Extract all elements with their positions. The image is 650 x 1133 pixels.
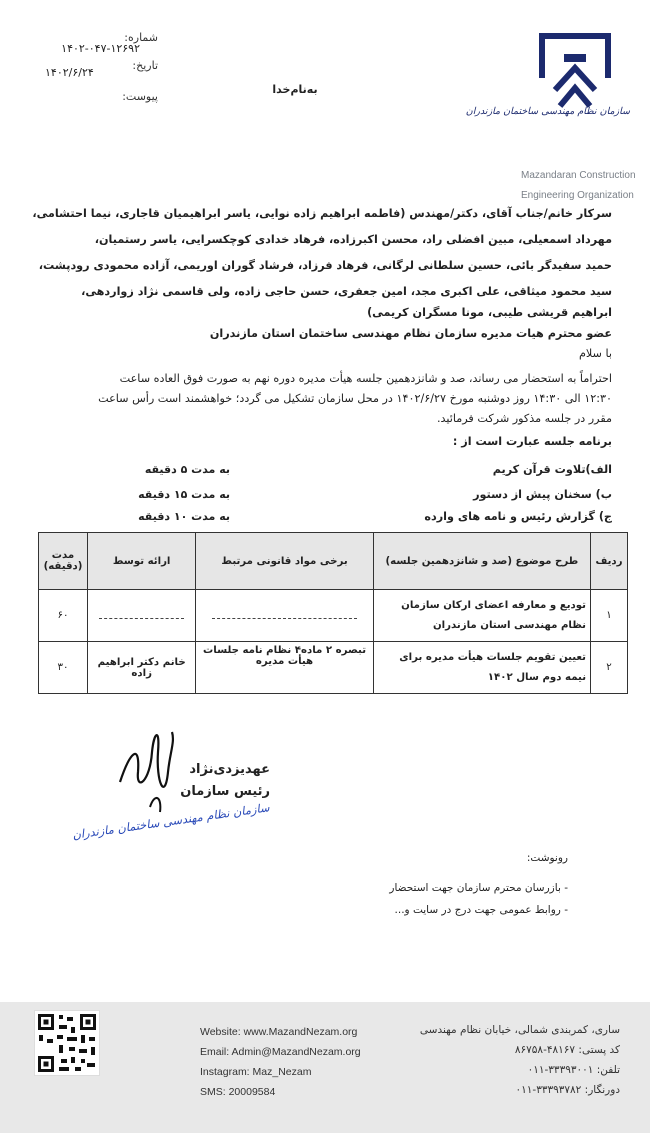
table-row	[39, 590, 628, 642]
table-header-row	[39, 533, 628, 590]
footer-phone: تلفن: ۳۳۳۹۳۰۰۱-۰۱۱	[527, 1064, 620, 1076]
footer-address: ساری، کمربندی شمالی، خیابان نظام مهندسی	[419, 1024, 620, 1036]
footer-sms: SMS: 20009584	[200, 1086, 276, 1098]
footer-website: Website: www.MazandNezam.org	[200, 1026, 358, 1038]
footer	[0, 1002, 650, 1133]
footer-email: Email: Admin@MazandNezam.org	[200, 1046, 361, 1058]
program-duration-1: به مدت ۵ دقیقه	[144, 463, 230, 476]
program-duration-3: به مدت ۱۰ دقیقه	[138, 510, 230, 523]
row-laws-empty	[196, 590, 373, 642]
header-laws: برخی مواد قانونی مرتبط	[196, 533, 373, 590]
row-number: ۲	[591, 642, 628, 694]
footer-fax: دورنگار: ۳۳۳۹۳۷۸۲-۰۱۱	[515, 1084, 620, 1096]
row-duration: ۶۰	[39, 590, 88, 642]
attachment-label: پیوست:	[122, 90, 158, 103]
logo-persian-name: سازمان نظام مهندسی ساختمان مازندران	[465, 106, 630, 117]
agenda-table	[38, 532, 628, 694]
row-presenter-empty	[88, 590, 196, 642]
header-presenter: ارائه توسط	[88, 533, 196, 590]
program-item-3: ج) گزارش رئیس و نامه های وارده	[424, 510, 612, 523]
qr-code-icon	[34, 1010, 100, 1076]
header-topic: طرح موضوع (صد و شانزدهمین جلسه)	[373, 533, 590, 590]
recipients-line-4: سید محمود میثاقی، علی اکبری مجد، امین جعفری، حسن حاجی زاده، ولی قاسمی نژاد زواردهی،	[81, 285, 612, 298]
table-row	[39, 642, 628, 694]
row-topic: تعیین تقویم جلسات هیأت مدیره برای نیمه دوم سال ۱۴۰۲	[373, 642, 590, 694]
row-presenter: خانم دکتر ابراهیم زاده	[88, 642, 196, 694]
recipients-line-1: سرکار خانم/جناب آقای، دکتر/مهندس (فاطمه ابراهیم زاده نوایی، یاسر ابراهیمیان قاجاری، نیما احتشامی،	[32, 207, 612, 220]
greeting: با سلام	[578, 347, 612, 360]
date-label: تاریخ:	[132, 59, 158, 72]
header-duration: مدت (دقیقه)	[39, 533, 88, 590]
signatory-title: رئیس سازمان	[180, 784, 270, 799]
logo-emblem	[520, 28, 630, 118]
program-item-1: الف)تلاوت قرآن کریم	[492, 463, 612, 476]
body-line-3: مقرر در جلسه مذکور شرکت فرمائید.	[436, 412, 612, 425]
cc-heading: رونوشت:	[526, 852, 568, 864]
number-value: ۱۴۰۲-۰۴۷-۱۲۶۹۲	[61, 42, 140, 55]
body-line-2: ۱۲:۳۰ الی ۱۴:۳۰ روز دوشنبه مورخ ۱۴۰۲/۶/۲۷ در محل سازمان تشکیل می گردد؛ خواهشمند است رأس ساعت	[98, 392, 612, 405]
recipients-line-2: مهرداد اسمعیلی، مبین افضلی راد، محسن اکبرزاده، فرهاد خدادی کوچکسرایی، یاسر رستمیان،	[94, 233, 612, 246]
organization-logo	[465, 28, 630, 168]
signatory-name: عهدیزدی‌نژاد	[189, 762, 270, 777]
bismillah: به‌نام‌خدا	[272, 83, 318, 96]
program-heading: برنامه جلسه عبارت است از :	[452, 435, 612, 448]
dashed-placeholder	[212, 610, 357, 619]
program-duration-2: به مدت ۱۵ دقیقه	[138, 488, 230, 501]
program-item-2: ب) سخنان پیش از دستور	[473, 488, 612, 501]
row-topic: تودیع و معارفه اعضای ارکان سازمان نظام مهندسی استان مازندران	[373, 590, 590, 642]
footer-postal: کد پستی: ۴۸۱۶۷-۸۶۷۵۸	[514, 1044, 620, 1056]
row-laws: تبصره ۲ ماده۴ نظام نامه جلسات هیأت مدیره	[196, 642, 373, 694]
recipients-line-6: عضو محترم هیات مدیره سازمان نظام مهندسی ساختمان استان مازندران	[209, 327, 612, 340]
logo-english-line2: Engineering Organization	[521, 190, 634, 201]
header-row-number: ردیف	[591, 533, 628, 590]
body-line-1: احتراماً به استحضار می رساند، صد و شانزدهمین جلسه هیأت مدیره دوره نهم به صورت فوق العاده ساعت	[119, 372, 612, 385]
stamp-signature: سازمان نظام مهندسی ساختمان مازندران	[71, 800, 271, 842]
cc-item-2: - روابط عمومی جهت درج در سایت و...	[394, 904, 568, 916]
dashed-placeholder	[99, 610, 184, 619]
row-duration: ۳۰	[39, 642, 88, 694]
recipients-line-3: حمید سفیدگر بائی، حسین سلطانی لرگانی، فرهاد فرزاد، فرشاد گوران اوریمی، آزاده محمودی رودپشت،	[38, 259, 612, 272]
number-label: شماره:	[124, 31, 158, 44]
date-value: ۱۴۰۲/۶/۲۴	[45, 66, 94, 79]
row-number: ۱	[591, 590, 628, 642]
logo-english-line1: Mazandaran Construction	[521, 170, 636, 181]
recipients-line-5: ابراهیم قریشی طیبی، مونا مسگران کریمی)	[367, 306, 612, 319]
footer-instagram: Instagram: Maz_Nezam	[200, 1066, 312, 1078]
cc-item-1: - بازرسان محترم سازمان جهت استحضار	[389, 882, 568, 894]
